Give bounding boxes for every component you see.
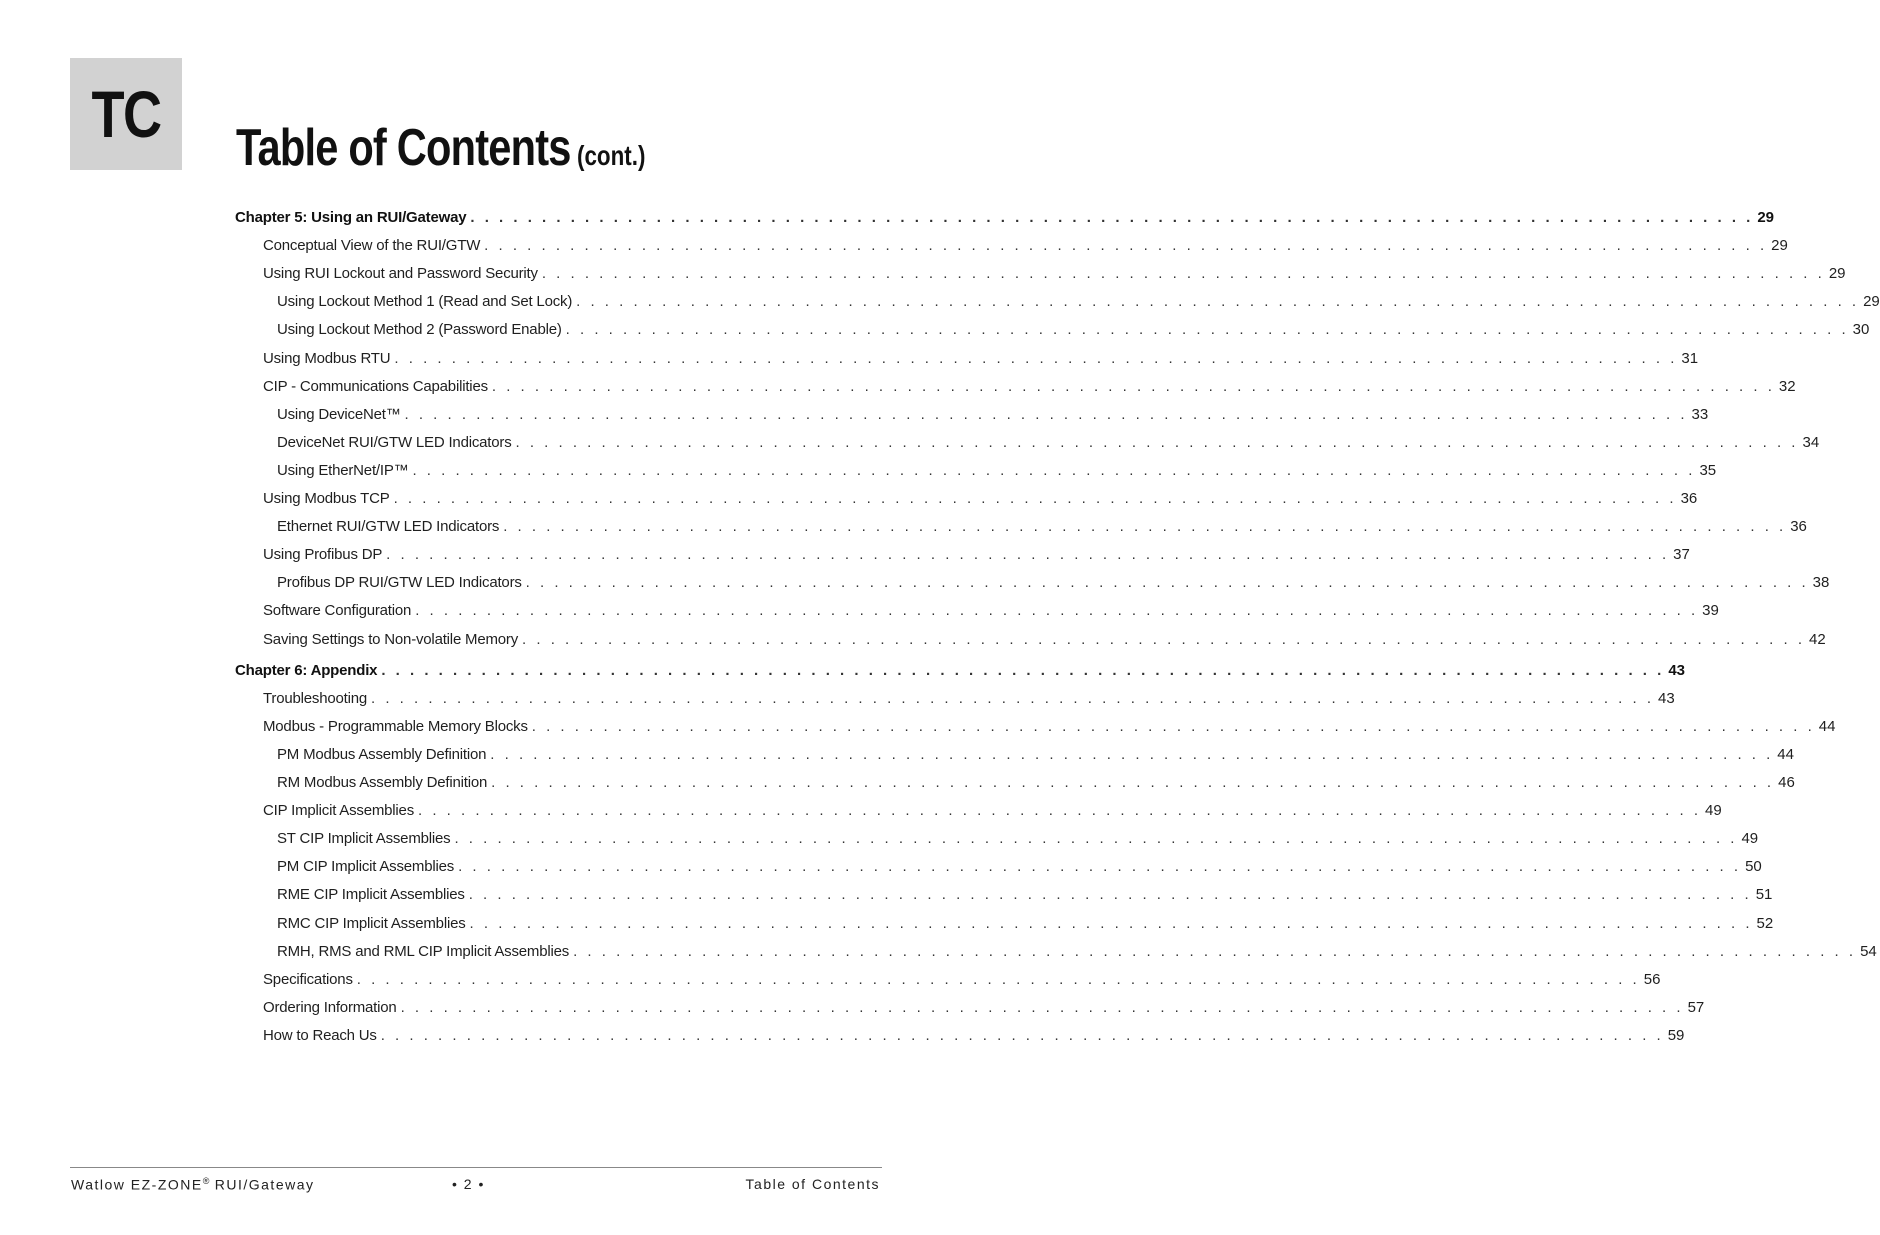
toc-dot-leader: . . . . . . . . . . . . . . . . . . . . . . . . . . . . . . . . . . . . . . . . . . . . . . . . . . . . . . . . . . . . . . . . . . . . . . . . . . . . . . . . . . . . . . . . . . [576,293,1860,311]
toc-entry[interactable] [263,601,1719,621]
toc-entry-label: Software Configuration [263,602,412,620]
toc-entry[interactable] [263,717,1836,737]
toc-dot-leader: . . . . . . . . . . . . . . . . . . . . . . . . . . . . . . . . . . . . . . . . . . . . . . . . . . . . . . . . . . . . . . . . . . . . . . . . . . . . . . . . . . . . . . . . . . [418,802,1701,820]
toc-entry-label: Using Modbus RTU [263,349,391,367]
toc-entry-label: CIP - Communications Capabilities [263,377,488,395]
toc-entry-page: 37 [1673,546,1690,564]
toc-dot-leader: . . . . . . . . . . . . . . . . . . . . . . . . . . . . . . . . . . . . . . . . . . . . . . . . . . . . . . . . . . . . . . . . . . . . . . . . . . . . . . . . . . . . . . . . . . [525,574,1809,592]
toc-entry-page: 52 [1756,914,1774,932]
toc-entry-page: 31 [1681,349,1699,367]
toc-entry[interactable] [277,829,1759,849]
toc-entry-page: 34 [1802,433,1820,451]
toc-entry-page: 32 [1778,377,1796,395]
toc-entry-label: How to Reach Us [263,1026,377,1044]
toc-entry-label: Using RUI Lockout and Password Security [263,265,538,283]
toc-entry-page: 38 [1812,574,1830,592]
toc-entry-label: Chapter 5: Using an RUI/Gateway [235,209,467,226]
toc-dot-leader: . . . . . . . . . . . . . . . . . . . . . . . . . . . . . . . . . . . . . . . . . . . . . . . . . . . . . . . . . . . . . . . . . . . . . . . . . . . . . . . . . . . . . . . . . . [371,689,1654,707]
toc-entry[interactable] [277,885,1773,905]
toc-entry-label: Using Modbus TCP [263,490,390,507]
toc-entry-label: Saving Settings to Non-volatile Memory [263,630,519,648]
footer-product [71,1176,315,1193]
toc-entry[interactable] [277,405,1709,425]
toc-entry-page: 57 [1687,998,1705,1016]
toc-entry-page: 49 [1705,802,1722,820]
toc-entry-label: Modbus - Programmable Memory Blocks [263,717,528,735]
toc-dot-leader: . . . . . . . . . . . . . . . . . . . . . . . . . . . . . . . . . . . . . . . . . . . . . . . . . . . . . . . . . . . . . . . . . . . . . . . . . . . . . . . . . . . . . . . . . . [458,858,1742,876]
toc-entry[interactable] [277,857,1762,877]
toc-entry[interactable] [263,349,1699,369]
toc-dot-leader: . . . . . . . . . . . . . . . . . . . . . . . . . . . . . . . . . . . . . . . . . . . . . . . . . . . . . . . . . . . . . . . . . . . . . . . . . . . . . . . . . . . . . . . . . . [503,518,1787,536]
toc-dot-leader: . . . . . . . . . . . . . . . . . . . . . . . . . . . . . . . . . . . . . . . . . . . . . . . . . . . . . . . . . . . . . . . . . . . . . . . . . . . . . . . . . . . . . . . . . . [404,405,1688,423]
toc-dot-leader: . . . . . . . . . . . . . . . . . . . . . . . . . . . . . . . . . . . . . . . . . . . . . . . . . . . . . . . . . . . . . . . . . . . . . . . . . . . . . . . . . . . . . . . . . . [386,546,1670,564]
toc-entry-page: 46 [1778,774,1795,791]
toc-entry-label: Ordering Information [263,998,397,1016]
toc-entry[interactable] [263,1026,1685,1046]
toc-dot-leader: . . . . . . . . . . . . . . . . . . . . . . . . . . . . . . . . . . . . . . . . . . . . . . . . . . . . . . . . . . . . . . . . . . . . . . . . . . . . . . . . . . . . . . . . . . [491,377,1775,395]
toc-dot-leader: . . . . . . . . . . . . . . . . . . . . . . . . . . . . . . . . . . . . . . . . . . . . . . . . . . . . . . . . . . . . . . . . . . . . . . . . . . . . . . . . . . . . . . . . . . [356,970,1640,988]
toc-entry[interactable] [263,545,1690,565]
toc-entry-label: ST CIP Implicit Assemblies [277,830,451,848]
toc-dot-leader: . . . . . . . . . . . . . . . . . . . . . . . . . . . . . . . . . . . . . . . . . . . . . . . . . . . . . . . . . . . . . . . . . . . . . . . . . . . . . . . . . . . . . . . . . . [522,630,1806,648]
toc-entry-page: 54 [1860,942,1877,960]
toc-entry[interactable] [277,573,1830,593]
toc-entry-label: PM CIP Implicit Assemblies [277,858,455,876]
toc-entry[interactable] [263,630,1826,650]
toc-entry-label: Specifications [263,970,353,988]
toc-dot-leader: . . . . . . . . . . . . . . . . . . . . . . . . . . . . . . . . . . . . . . . . . . . . . . . . . . . . . . . . . . . . . . . . . . . . . . . . . . . . . . . . . . . . . . . . . . [381,661,1665,679]
toc-entry[interactable] [263,377,1796,397]
footer-product-name: Watlow EZ-ZONE [71,1176,203,1193]
toc-entry[interactable] [277,320,1870,340]
toc-entry[interactable] [277,745,1794,765]
toc-dot-leader: . . . . . . . . . . . . . . . . . . . . . . . . . . . . . . . . . . . . . . . . . . . . . . . . . . . . . . . . . . . . . . . . . . . . . . . . . . . . . . . . . . . . . . . . . . [400,998,1684,1016]
toc-entry-label: Using DeviceNet™ [277,405,401,423]
toc-entry-label: RMC CIP Implicit Assemblies [277,914,466,932]
toc-entry-page: 59 [1667,1026,1685,1044]
toc-entry[interactable] [263,489,1698,509]
footer-page-number: • 2 • [452,1176,485,1192]
toc-entry-page: 43 [1658,689,1675,707]
toc-dot-leader: . . . . . . . . . . . . . . . . . . . . . . . . . . . . . . . . . . . . . . . . . . . . . . . . . . . . . . . . . . . . . . . . . . . . . . . . . . . . . . . . . . . . . . . . . . [515,433,1799,451]
toc-dot-leader: . . . . . . . . . . . . . . . . . . . . . . . . . . . . . . . . . . . . . . . . . . . . . . . . . . . . . . . . . . . . . . . . . . . . . . . . . . . . . . . . . . . . . . . . . . [470,209,1754,226]
toc-entry-label: CIP Implicit Assemblies [263,802,415,820]
toc-entry[interactable] [277,517,1807,537]
toc-dot-leader: . . . . . . . . . . . . . . . . . . . . . . . . . . . . . . . . . . . . . . . . . . . . . . . . . . . . . . . . . . . . . . . . . . . . . . . . . . . . . . . . . . . . . . . . . . [541,265,1825,283]
toc-entry-label: Using Profibus DP [263,546,383,564]
toc-entry-label: PM Modbus Assembly Definition [277,745,487,763]
toc-entry[interactable] [277,292,1880,312]
chapter-tab-badge [70,58,182,170]
toc-entry-label: Using Lockout Method 2 (Password Enable) [277,321,562,339]
toc-dot-leader: . . . . . . . . . . . . . . . . . . . . . . . . . . . . . . . . . . . . . . . . . . . . . . . . . . . . . . . . . . . . . . . . . . . . . . . . . . . . . . . . . . . . . . . . . . [469,914,1753,932]
page-title-main: Table of Contents [236,119,571,177]
footer-product-tail: RUI/Gateway [209,1176,315,1193]
toc-entry[interactable] [277,461,1717,481]
toc-entry-page: 49 [1741,830,1759,848]
toc-dot-leader: . . . . . . . . . . . . . . . . . . . . . . . . . . . . . . . . . . . . . . . . . . . . . . . . . . . . . . . . . . . . . . . . . . . . . . . . . . . . . . . . . . . . . . . . . . [531,717,1815,735]
toc-dot-leader: . . . . . . . . . . . . . . . . . . . . . . . . . . . . . . . . . . . . . . . . . . . . . . . . . . . . . . . . . . . . . . . . . . . . . . . . . . . . . . . . . . . . . . . . . . [468,886,1752,904]
toc-entry-label: Troubleshooting [263,689,368,707]
footer-section: Table of Contents [745,1176,880,1192]
toc-dot-leader: . . . . . . . . . . . . . . . . . . . . . . . . . . . . . . . . . . . . . . . . . . . . . . . . . . . . . . . . . . . . . . . . . . . . . . . . . . . . . . . . . . . . . . . . . . [393,490,1677,507]
toc-entry-page: 42 [1809,630,1826,648]
toc-entry[interactable] [277,942,1877,962]
toc-entry-page: 50 [1745,858,1762,876]
toc-entry-page: 43 [1668,661,1685,679]
toc-entry[interactable] [277,433,1820,453]
toc-entry-page: 35 [1699,461,1717,479]
toc-entry-page: 30 [1852,321,1870,339]
footer-registered-mark: ® [202,1176,210,1186]
toc-entry-page: 29 [1863,293,1880,311]
toc-dot-leader: . . . . . . . . . . . . . . . . . . . . . . . . . . . . . . . . . . . . . . . . . . . . . . . . . . . . . . . . . . . . . . . . . . . . . . . . . . . . . . . . . . . . . . . . . . [415,602,1699,620]
toc-entry-label: Using EtherNet/IP™ [277,461,409,479]
toc-entry-page: 36 [1790,518,1807,536]
toc-dot-leader: . . . . . . . . . . . . . . . . . . . . . . . . . . . . . . . . . . . . . . . . . . . . . . . . . . . . . . . . . . . . . . . . . . . . . . . . . . . . . . . . . . . . . . . . . . [412,461,1696,479]
toc-entry-label: Using Lockout Method 1 (Read and Set Lock) [277,293,573,311]
toc-entry-page: 29 [1757,209,1775,226]
toc-dot-leader: . . . . . . . . . . . . . . . . . . . . . . . . . . . . . . . . . . . . . . . . . . . . . . . . . . . . . . . . . . . . . . . . . . . . . . . . . . . . . . . . . . . . . . . . . . [380,1026,1664,1044]
toc-entry[interactable] [277,914,1774,934]
toc-entry-label: DeviceNet RUI/GTW LED Indicators [277,433,512,451]
toc-chapter-entry[interactable] [235,208,1775,228]
toc-entry-label: Conceptual View of the RUI/GTW [263,237,481,255]
toc-entry-page: 29 [1828,265,1846,283]
badge-label: TC [91,77,161,151]
toc-dot-leader: . . . . . . . . . . . . . . . . . . . . . . . . . . . . . . . . . . . . . . . . . . . . . . . . . . . . . . . . . . . . . . . . . . . . . . . . . . . . . . . . . . . . . . . . . . [394,349,1678,367]
toc-entry[interactable] [263,689,1675,709]
toc-chapter-entry[interactable] [235,661,1685,681]
toc-entry-page: 51 [1755,886,1773,904]
toc-dot-leader: . . . . . . . . . . . . . . . . . . . . . . . . . . . . . . . . . . . . . . . . . . . . . . . . . . . . . . . . . . . . . . . . . . . . . . . . . . . . . . . . . . . . . . . . . . [565,321,1849,339]
toc-entry-label: RME CIP Implicit Assemblies [277,886,465,904]
toc-entry-page: 44 [1818,717,1836,735]
toc-entry[interactable] [263,801,1722,821]
page-title [236,118,645,178]
toc-entry-page: 44 [1777,745,1794,763]
toc-entry-page: 29 [1771,237,1788,255]
toc-dot-leader: . . . . . . . . . . . . . . . . . . . . . . . . . . . . . . . . . . . . . . . . . . . . . . . . . . . . . . . . . . . . . . . . . . . . . . . . . . . . . . . . . . . . . . . . . . [484,237,1768,255]
footer-rule [70,1167,882,1168]
toc-entry-label: Ethernet RUI/GTW LED Indicators [277,518,500,536]
toc-dot-leader: . . . . . . . . . . . . . . . . . . . . . . . . . . . . . . . . . . . . . . . . . . . . . . . . . . . . . . . . . . . . . . . . . . . . . . . . . . . . . . . . . . . . . . . . . . [454,830,1738,848]
toc-entry-label: Profibus DP RUI/GTW LED Indicators [277,574,522,592]
toc-entry-label: RM Modbus Assembly Definition [277,774,488,791]
toc-entry-page: 56 [1643,970,1661,988]
toc-entry[interactable] [263,998,1705,1018]
toc-entry-label: Chapter 6: Appendix [235,661,378,679]
toc-entry-page: 39 [1702,602,1719,620]
toc-entry-page: 33 [1691,405,1709,423]
toc-dot-leader: . . . . . . . . . . . . . . . . . . . . . . . . . . . . . . . . . . . . . . . . . . . . . . . . . . . . . . . . . . . . . . . . . . . . . . . . . . . . . . . . . . . . . . . . . . [490,745,1774,763]
toc-entry-page: 36 [1680,490,1698,507]
toc-entry[interactable] [263,236,1788,256]
toc-entry-label: RMH, RMS and RML CIP Implicit Assemblies [277,942,570,960]
page-title-sub: (cont.) [577,140,646,171]
toc-entry[interactable] [263,970,1661,990]
toc-dot-leader: . . . . . . . . . . . . . . . . . . . . . . . . . . . . . . . . . . . . . . . . . . . . . . . . . . . . . . . . . . . . . . . . . . . . . . . . . . . . . . . . . . . . . . . . . . [491,774,1775,791]
toc-dot-leader: . . . . . . . . . . . . . . . . . . . . . . . . . . . . . . . . . . . . . . . . . . . . . . . . . . . . . . . . . . . . . . . . . . . . . . . . . . . . . . . . . . . . . . . . . . [573,942,1857,960]
toc-entry[interactable] [263,264,1846,284]
toc-entry[interactable] [277,773,1795,793]
